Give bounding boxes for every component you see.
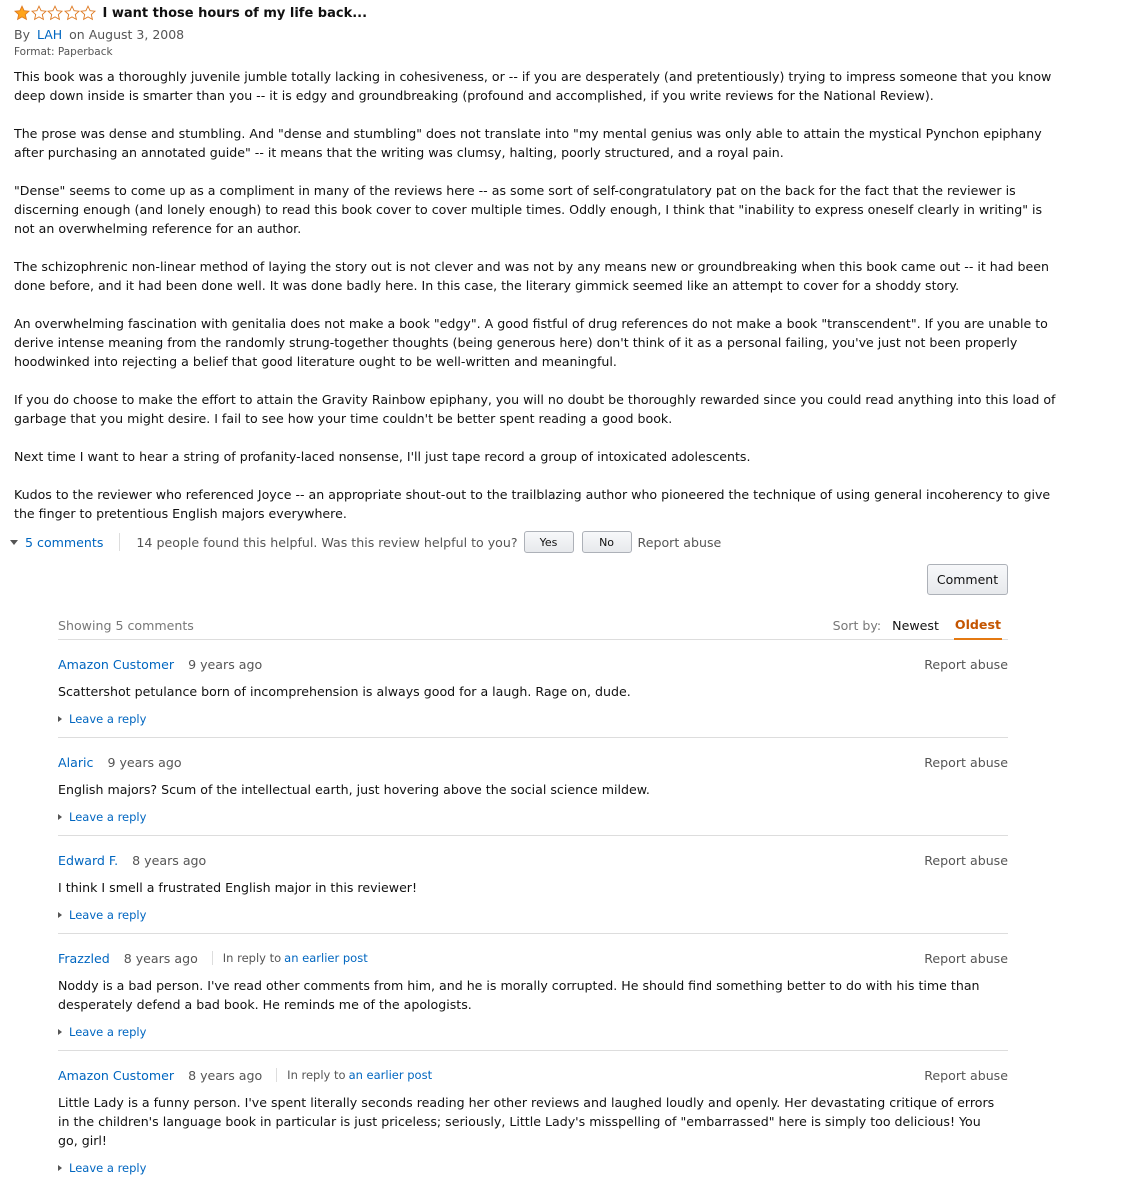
leave-reply-label: Leave a reply	[69, 810, 147, 824]
star-rating[interactable]	[14, 5, 97, 21]
star-empty-icon	[47, 5, 63, 21]
comment-meta	[58, 1068, 432, 1083]
star-empty-icon	[80, 5, 96, 21]
leave-reply-label: Leave a reply	[69, 1025, 147, 1039]
review-paragraph: This book was a thoroughly juvenile jumble totally lacking in cohesiveness, or -- if you are desperately (and pretentiously) trying to impress someone that you know deep down inside is smarter than you -- it is edgy and groundbreaking (profound and accomplished, if you write reviews for the National Review).	[14, 69, 1052, 103]
helpful-yes-button[interactable]: Yes	[524, 531, 574, 553]
comment-author-link[interactable]: Frazzled	[58, 950, 110, 966]
review-paragraph: Next time I want to hear a string of profanity-laced nonsense, I'll just tape record a group of intoxicated adolescents.	[14, 449, 751, 464]
comment-header	[58, 1065, 1008, 1085]
leave-reply-link[interactable]	[58, 709, 1008, 729]
comment-header	[58, 752, 1008, 772]
comments-toggle-link[interactable]: 5 comments	[25, 534, 104, 550]
comment-report-abuse-link[interactable]: Report abuse	[924, 656, 1008, 672]
comment-item	[58, 752, 1008, 836]
report-abuse-link[interactable]: Report abuse	[637, 534, 722, 550]
comment-text: I think I smell a frustrated English major in this reviewer!	[58, 880, 418, 895]
in-reply-prefix: In reply to	[287, 1068, 346, 1082]
comment-report-abuse-link[interactable]: Report abuse	[924, 852, 1008, 868]
review-paragraph: "Dense" seems to come up as a compliment in many of the reviews here -- as some sort of self-congratulatory pat on the back for the fact that the reviewer is discerning enough (and lonely enough) to read this book cover to cover multiple times. Oddly enough, I think that "inability to express oneself clearly in writing" is not an overwhelming reference for an author.	[14, 183, 1043, 236]
divider	[119, 533, 120, 551]
in-reply-to	[212, 951, 368, 965]
byline	[14, 27, 1114, 42]
comment-report-abuse-link[interactable]: Report abuse	[924, 1067, 1008, 1083]
star-empty-icon	[64, 5, 80, 21]
comment-text: Scattershot petulance born of incomprehension is always good for a laugh. Rage on, dude.	[58, 684, 631, 699]
review-paragraph: Kudos to the reviewer who referenced Joyce -- an appropriate shout-out to the trailblazing author who pioneered the technique of using general incoherency to give the finger to pretentious English majors everywhere.	[14, 487, 1051, 521]
leave-reply-link[interactable]	[58, 1022, 1008, 1042]
review-body	[14, 67, 1064, 542]
comment-button[interactable]: Comment	[927, 564, 1008, 595]
sort-label: Sort by:	[832, 618, 882, 633]
review-paragraph: If you do choose to make the effort to attain the Gravity Rainbow epiphany, you will no doubt be thoroughly rewarded since you could read anything into this load of garbage that you might desire. I fail to see how your time couldn't be better spent reading a good book.	[14, 392, 1056, 426]
comment-header	[58, 654, 1008, 674]
leave-reply-label: Leave a reply	[69, 712, 147, 726]
star-filled-icon	[14, 5, 30, 21]
earlier-post-link[interactable]: an earlier post	[284, 951, 368, 965]
leave-reply-label: Leave a reply	[69, 908, 147, 922]
comment-author-link[interactable]: Alaric	[58, 754, 94, 770]
comment-item	[58, 948, 1008, 1051]
leave-reply-label: Leave a reply	[69, 1161, 147, 1175]
comment-meta	[58, 853, 206, 868]
helpful-text: 14 people found this helpful. Was this review helpful to you?	[136, 534, 518, 550]
by-prefix: By	[14, 27, 30, 42]
comment-date: 9 years ago	[188, 656, 263, 672]
comment-date: 8 years ago	[123, 950, 198, 966]
comment-text: Little Lady is a funny person. I've spent literally seconds reading her other reviews and laughed loudly and openly. Her devastating critique of errors in the children's language book in particular is just priceless; seriously, Little Lady's misspelling of "embarrassed" here is simply too delicious! You go, girl!	[58, 1095, 995, 1148]
comment-text: English majors? Scum of the intellectual earth, just hovering above the social science mildew.	[58, 782, 650, 797]
comment-item	[58, 850, 1008, 934]
comment-date: 8 years ago	[132, 852, 207, 868]
sort-controls	[833, 612, 1008, 640]
comments-panel-header	[58, 612, 1008, 640]
in-reply-prefix: In reply to	[222, 951, 282, 965]
caret-right-icon	[58, 716, 62, 722]
leave-reply-link[interactable]	[58, 1158, 1008, 1178]
comment-date: 8 years ago	[188, 1067, 263, 1083]
comment-meta	[58, 755, 182, 770]
sort-newest[interactable]: Newest	[892, 618, 939, 633]
comment-author-link[interactable]: Amazon Customer	[58, 1067, 175, 1083]
showing-count: Showing 5 comments	[58, 618, 194, 633]
review-header	[14, 4, 1114, 58]
caret-right-icon	[58, 814, 62, 820]
comment-meta	[58, 657, 262, 672]
star-empty-icon	[31, 5, 47, 21]
earlier-post-link[interactable]: an earlier post	[348, 1068, 433, 1082]
caret-down-icon[interactable]	[10, 540, 18, 545]
comment-date: 9 years ago	[107, 754, 182, 770]
comment-meta	[58, 951, 368, 966]
comment-text: Noddy is a bad person. I've read other comments from him, and he is morally corrupted. He should find something better to do with his time than desperately defend a bad book. He reminds me of the apologists.	[58, 978, 980, 1012]
comment-report-abuse-link[interactable]: Report abuse	[924, 754, 1008, 770]
comment-header	[58, 850, 1008, 870]
comment-list	[58, 654, 1008, 1178]
comment-item	[58, 1065, 1008, 1178]
review-title[interactable]: I want those hours of my life back...	[102, 5, 368, 21]
caret-right-icon	[58, 912, 62, 918]
comment-item	[58, 654, 1008, 738]
review-actions	[10, 530, 721, 554]
comment-report-abuse-link[interactable]: Report abuse	[924, 950, 1008, 966]
helpful-no-button[interactable]: No	[582, 531, 632, 553]
in-reply-to	[276, 1068, 432, 1082]
leave-reply-link[interactable]	[58, 905, 1008, 925]
comment-author-link[interactable]: Edward F.	[58, 852, 119, 868]
review-date: on August 3, 2008	[69, 27, 185, 42]
review-paragraph: The prose was dense and stumbling. And "dense and stumbling" does not translate into "my mental genius was only able to attain the mystical Pynchon epiphany after purchasing an annotated guide" -- it means that the writing was clumsy, halting, poorly structured, and a royal pain.	[14, 126, 1042, 160]
format-label: Format: Paperback	[14, 46, 113, 58]
review-paragraph: The schizophrenic non-linear method of laying the story out is not clever and was not by any means new or groundbreaking when this book came out -- it had been done before, and it had been done well. It was done badly here. In this case, the literary gimmick seemed like an attempt to cover for a shoddy story.	[14, 259, 1049, 293]
comment-header	[58, 948, 1008, 968]
comments-panel	[58, 612, 1008, 1178]
review-author-link[interactable]: LAH	[36, 27, 63, 42]
caret-right-icon	[58, 1165, 62, 1171]
comment-author-link[interactable]: Amazon Customer	[58, 656, 175, 672]
leave-reply-link[interactable]	[58, 807, 1008, 827]
title-row	[14, 4, 1114, 22]
caret-right-icon	[58, 1029, 62, 1035]
review-paragraph: An overwhelming fascination with genitalia does not make a book "edgy". A good fistful of drug references do not make a book "transcendent". If you are unable to derive intense meaning from the randomly strung-together thoughts (being generous here) don't think of it as a personal failing, you've just not been properly hoodwinked into rejecting a belief that good literature ought to be well-written and meaningful.	[14, 316, 1048, 369]
sort-oldest[interactable]: Oldest	[954, 612, 1002, 640]
